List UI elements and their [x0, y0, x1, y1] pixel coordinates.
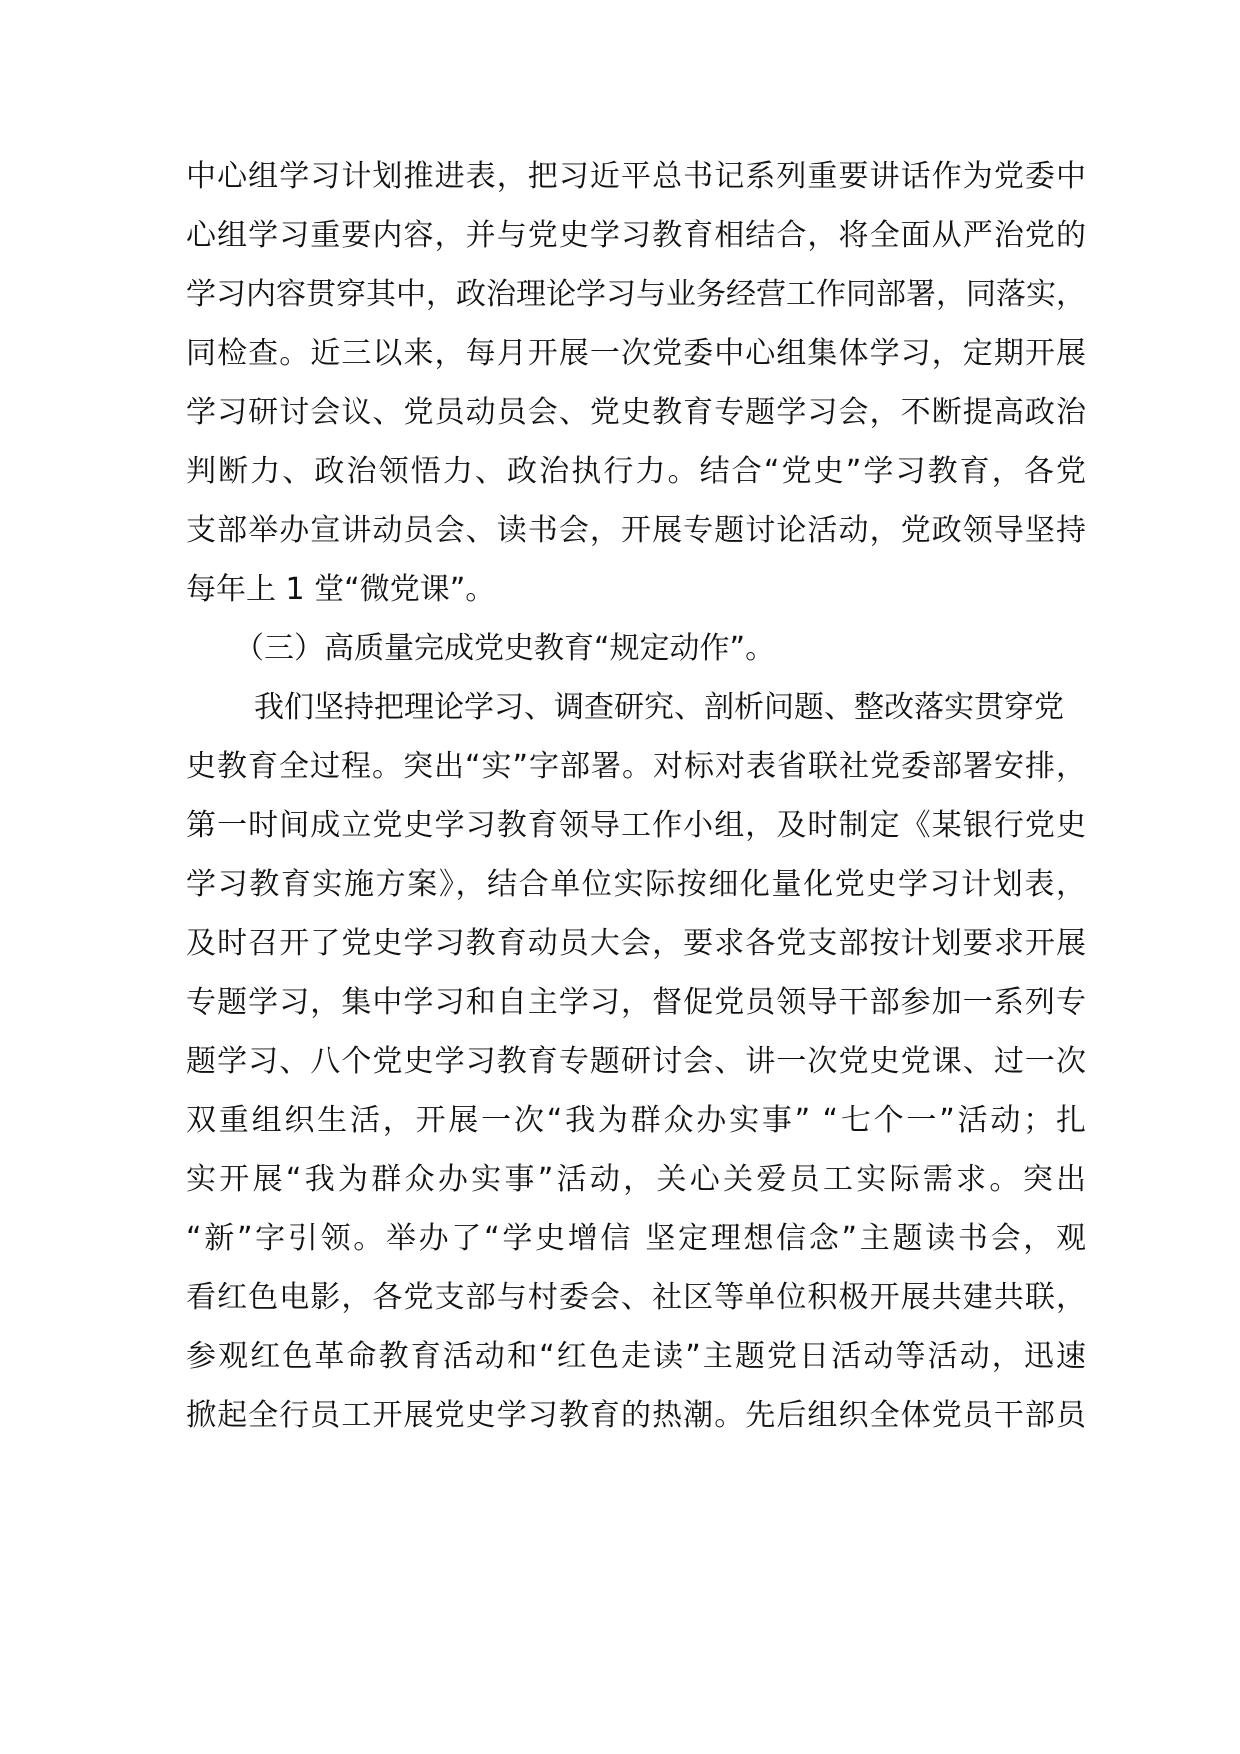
text-line-12: 第一时间成立党史学习教育领导工作小组，及时制定《某银行党史 [186, 808, 1086, 843]
text-line-13: 学习教育实施方案》，结合单位实际按细化量化党史学习计划表， [186, 867, 1086, 902]
text-line-22: 掀起全行员工开展党史学习教育的热潮。先后组织全体党员干部员 [186, 1398, 1086, 1433]
text-line-19: “新”字引领。举办了“学史增信 坚定理想信念”主题读书会，观 [186, 1221, 1086, 1256]
text-line-3: 学习内容贯穿其中，政治理论学习与业务经营工作同部署，同落实， [186, 277, 1086, 312]
text-line-5: 学习研讨会议、党员动员会、党史教育专题学习会，不断提高政治 [186, 395, 1086, 430]
section-heading: （三）高质量完成党史教育“规定动作”。 [234, 631, 776, 666]
text-line-14: 及时召开了党史学习教育动员大会，要求各党支部按计划要求开展 [186, 926, 1086, 961]
paragraph-first-line: 我们坚持把理论学习、调查研究、剖析问题、整改落实贯穿党 [254, 690, 1064, 725]
text-line-21: 参观红色革命教育活动和“红色走读”主题党日活动等活动，迅速 [186, 1339, 1086, 1374]
text-line-11: 史教育全过程。突出“实”字部署。对标对表省联社党委部署安排， [186, 749, 1086, 784]
text-line-20: 看红色电影，各党支部与村委会、社区等单位积极开展共建共联， [186, 1280, 1086, 1315]
text-line-16: 题学习、八个党史学习教育专题研讨会、讲一次党史党课、过一次 [186, 1044, 1086, 1079]
text-line-17: 双重组织生活，开展一次“我为群众办实事” “七个一”活动；扎 [186, 1103, 1086, 1138]
text-line-18: 实开展“我为群众办实事”活动，关心关爱员工实际需求。突出 [186, 1162, 1086, 1197]
text-line-15: 专题学习，集中学习和自主学习，督促党员领导干部参加一系列专 [186, 985, 1086, 1020]
text-line-4: 同检查。近三以来，每月开展一次党委中心组集体学习，定期开展 [186, 336, 1086, 371]
text-line-7: 支部举办宣讲动员会、读书会，开展专题讨论活动，党政领导坚持 [186, 513, 1086, 548]
text-line-2: 心组学习重要内容，并与党史学习教育相结合，将全面从严治党的 [186, 218, 1086, 253]
text-line-6: 判断力、政治领悟力、政治执行力。结合“党史”学习教育，各党 [186, 454, 1086, 489]
text-line-1: 中心组学习计划推进表，把习近平总书记系列重要讲话作为党委中 [186, 159, 1086, 194]
text-line-8: 每年上 1 堂“微党课”。 [186, 572, 496, 607]
